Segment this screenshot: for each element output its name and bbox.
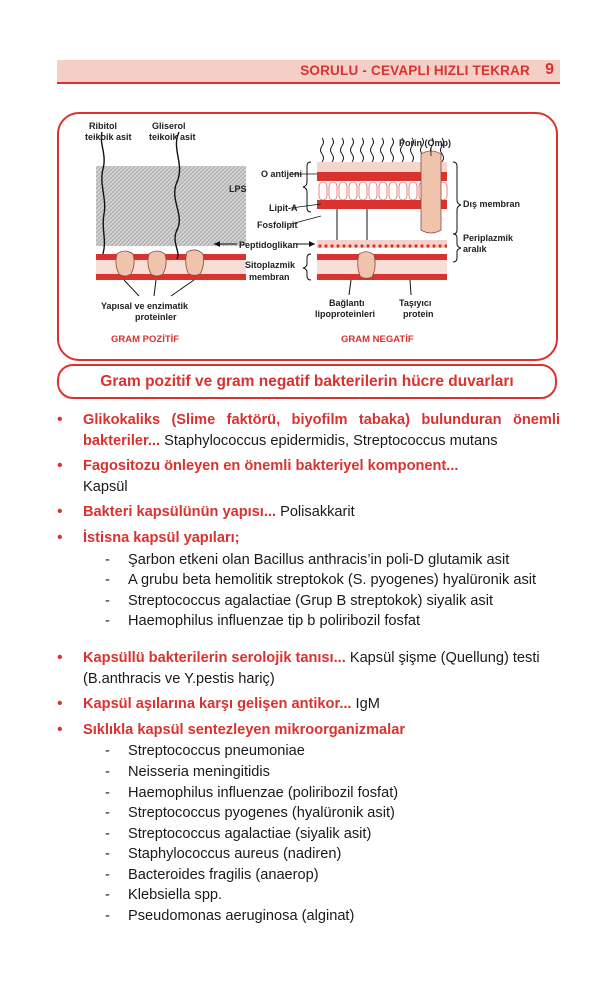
organisms-list [83,741,560,926]
item-text: Staphylococcus epidermidis, Streptococcus mutans [160,432,498,449]
gliserol-label-2: teikoik asit [149,132,196,142]
item-heading: İstisna kapsül yapıları; [83,529,240,546]
list-item [55,456,560,497]
item-heading: Kapsüllü bakterilerin serolojik tanısı... [83,649,346,666]
proteins-label-2: proteinler [135,312,177,322]
list-item [55,694,560,715]
sub-item: - Streptococcus pyogenes (hyalüronik asit) [83,803,552,824]
phospholipid-label: Fosfolipit [257,220,298,230]
sub-item: - Haemophilus influenzae (poliribozil fosfat) [83,783,552,804]
cytoplasmic-label-2: membran [249,272,290,282]
item-text: Kapsül [83,478,128,495]
sub-item: - Streptococcus agalactiae (siyalik asit) [83,824,552,845]
sub-item: - Staphylococcus aureus (nadiren) [83,844,552,865]
item-heading: Kapsül aşılarına karşı gelişen antikor... [83,696,352,713]
lps-label: LPS [229,184,247,194]
list-item [55,720,560,927]
item-text: Polisakkarit [276,504,355,521]
item-heading: Sıklıkla kapsül sentezleyen mikroorganizmalar [83,721,406,738]
sub-item: - Klebsiella spp. [83,885,552,906]
sub-item: - Haemophilus influenzae tip b poliribozil fosfat [83,611,552,632]
ribitol-label-2: teikoik asit [85,132,132,142]
lipoproteins-label-2: lipoproteinleri [315,309,376,319]
main-content [55,410,560,932]
carrier-label: Taşıyıcı [399,298,432,308]
carrier-label-2: protein [403,309,434,319]
list-item [55,410,560,451]
lipid-a-label: Lipit-A [269,203,298,213]
porin-protein [421,151,441,233]
gram-negative-peptidoglycan [317,240,447,248]
running-header [57,60,560,84]
gram-negative-label: GRAM NEGATİF [341,334,414,345]
gram-positive-peptidoglycan [96,166,246,246]
o-antigen-label: O antijeni [261,169,303,179]
porin-label: Porin (Omp) [399,138,451,148]
sub-item: - Pseudomonas aeruginosa (alginat) [83,906,552,927]
cell-wall-diagram [59,114,556,359]
list-item [55,528,560,632]
peptidoglycan-label: Peptidoglikan [239,240,299,250]
ribitol-label: Ribitol [89,121,117,131]
item-text: Kapsül şişme (Quellung) testi (B.anthracis ve Y.pestis hariç) [83,649,540,687]
list-item [55,648,560,689]
periplasmic-label: Periplazmik [463,233,514,243]
exceptions-list [83,550,560,632]
page-number: 9 [545,61,554,78]
periplasmic-label-2: aralık [463,244,487,254]
sub-item: - Bacteroides fragilis (anaerop) [83,865,552,886]
gliserol-label: Gliserol [152,121,186,131]
cytoplasmic-label: Sitoplazmik [245,260,296,270]
sub-item: - Streptococcus agalactiae (Grup B streptokok) siyalik asit [83,591,552,612]
proteins-label: Yapısal ve enzimatik [101,301,189,311]
list-item [55,502,560,523]
header-title: SORULU - CEVAPLI HIZLI TEKRAR [300,63,530,78]
outer-membrane-label: Dış membran [463,199,521,209]
item-text: IgM [351,696,380,713]
gram-positive-label: GRAM POZİTİF [111,334,180,345]
cell-wall-figure [57,112,558,361]
item-heading: Glikokaliks (Slime faktörü, biyofilm tabaka) bulunduran önemli bakteriler... [83,412,560,449]
item-heading: Bakteri kapsülünün yapısı... [83,504,277,521]
figure-caption: Gram pozitif ve gram negatif bakterilerin hücre duvarları [57,364,557,399]
sub-item: - Şarbon etkeni olan Bacillus anthracis’in poli-D glutamik asit [83,550,552,571]
sub-item: - Neisseria meningitidis [83,762,552,783]
item-heading: Fagositozu önleyen en önemli bakteriyel komponent... [83,458,459,475]
sub-item: - A grubu beta hemolitik streptokok (S. pyogenes) hyalüronik asit [83,570,552,591]
sub-item: - Streptococcus pneumoniae [83,741,552,762]
lipoproteins-label: Bağlantı [329,298,365,308]
